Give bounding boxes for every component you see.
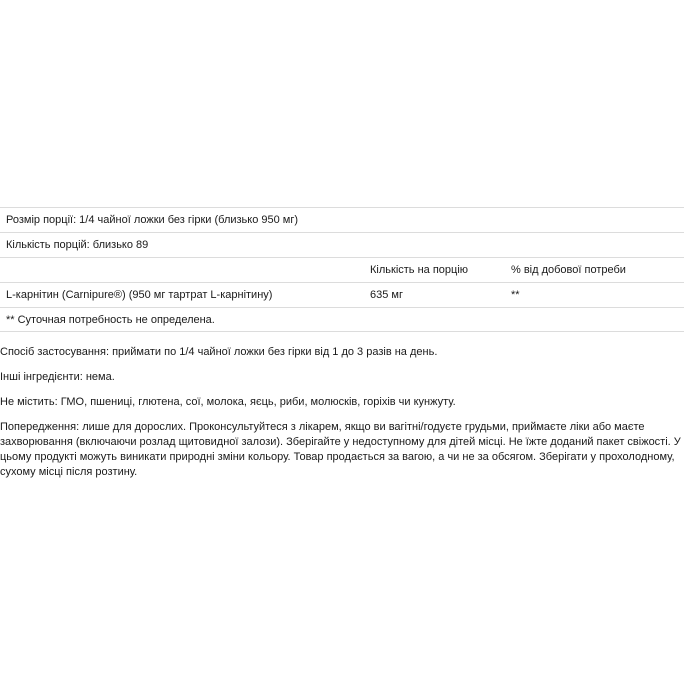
serving-size-text: Розмір порції: 1/4 чайної ложки без гірки (близько 950 мг) [6, 214, 299, 226]
header-amount: Кількість на порцію [370, 264, 469, 276]
warning-text: Попередження: лише для дорослих. Проконсультуйтеся з лікарем, якщо ви вагітні/годуєте грудьми, приймаєте ліки або маєте захворювання (включаючи розлад щитовидної залози). Зберігайте у недоступному для дітей місці. Не їжте доданий пакет свіжості. У цьому продукті можуть виникати природні зміни кольору. Товар продається за вагою, а чи не за обсягом. Зберігати у прохолодному, сухому місці після розтину. [0, 421, 681, 478]
servings-count-text: Кількість порцій: близько 89 [6, 239, 149, 251]
header-daily-value: % від добової потреби [511, 264, 626, 276]
footnote-text: ** Суточная потребность не определена. [6, 313, 215, 326]
product-notes [0, 345, 684, 490]
footnote-row [0, 307, 684, 332]
free-of-text: Не містить: ГМО, пшениці, глютена, сої, молока, яєць, риби, молюсків, горіхів чи кунжуту. [0, 396, 456, 408]
usage-text: Спосіб застосування: приймати по 1/4 чайної ложки без гірки від 1 до 3 разів на день. [0, 346, 438, 358]
ingredient-name: L-карнітин (Carnipure®) (950 мг тартрат L-карнітину) [6, 289, 273, 301]
supplement-facts-table [0, 207, 684, 332]
other-ingredients-text: Інші інгредієнти: нема. [0, 371, 115, 383]
table-row [0, 282, 684, 307]
servings-count-row [0, 232, 684, 257]
ingredient-daily-value: ** [511, 289, 520, 301]
table-header-row [0, 257, 684, 282]
ingredient-amount: 635 мг [370, 289, 403, 301]
serving-size-row [0, 207, 684, 232]
